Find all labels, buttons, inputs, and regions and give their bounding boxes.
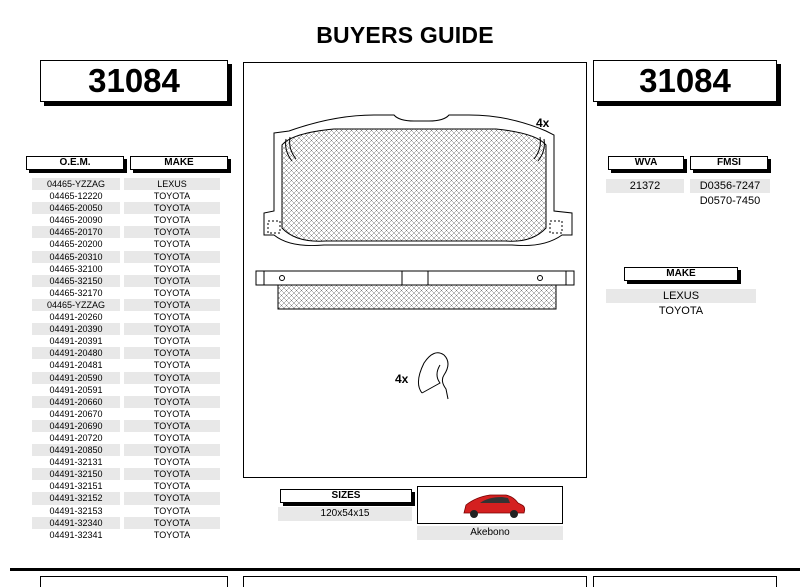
oem-number: 04465-32150: [32, 275, 120, 287]
table-row: [32, 468, 220, 480]
oem-make: TOYOTA: [153, 408, 191, 419]
oem-make: TOYOTA: [153, 263, 191, 274]
table-row: [32, 323, 220, 335]
car-image: [418, 487, 562, 523]
oem-make: TOYOTA: [153, 384, 191, 395]
oem-number: 04491-20850: [32, 444, 120, 456]
oem-number: 04491-32151: [49, 481, 103, 492]
oem-make: TOYOTA: [153, 505, 191, 516]
table-row: [32, 335, 220, 347]
oem-number: 04465-32100: [49, 263, 103, 274]
table-row: [32, 432, 220, 444]
table-row: [32, 456, 220, 468]
oem-number: 04491-20260: [49, 312, 103, 323]
oem-number: 04491-20591: [49, 384, 103, 395]
wva-header: WVA: [608, 156, 684, 170]
oem-number: 04465-20170: [32, 226, 120, 238]
spring-clip: [418, 353, 448, 399]
oem-number: 04465-20200: [49, 239, 103, 250]
oem-make: TOYOTA: [124, 372, 220, 384]
table-row: [32, 190, 220, 202]
page-title: BUYERS GUIDE: [316, 22, 494, 48]
table-row: [32, 396, 220, 408]
table-row: [32, 517, 220, 529]
table-row: [32, 251, 220, 263]
part-number-left: 31084: [40, 60, 228, 102]
table-row: [32, 178, 220, 190]
bottom-box-right: [593, 576, 777, 587]
fmsi-header: FMSI: [690, 156, 768, 170]
bottom-box-left: [40, 576, 228, 587]
sizes-header: SIZES: [280, 489, 412, 503]
oem-make: TOYOTA: [124, 275, 220, 287]
oem-make: TOYOTA: [153, 336, 191, 347]
table-row: [32, 529, 220, 541]
table-row: [32, 238, 220, 250]
side-plate: [256, 271, 574, 285]
table-row: [32, 480, 220, 492]
oem-number: 04465-20050: [32, 202, 120, 214]
oem-number: 04491-20390: [32, 323, 120, 335]
table-row: [32, 372, 220, 384]
table-row: [32, 384, 220, 396]
make-list-header: MAKE: [624, 267, 738, 281]
oem-make: TOYOTA: [124, 251, 220, 263]
sizes-value: 120x54x15: [278, 507, 412, 521]
oem-number: 04491-32152: [32, 492, 120, 504]
oem-number: 04491-20660: [32, 396, 120, 408]
oem-number: 04491-32341: [49, 529, 103, 540]
table-row: [32, 311, 220, 323]
oem-number: 04465-12220: [49, 191, 103, 202]
oem-make: TOYOTA: [124, 396, 220, 408]
friction-material: [282, 129, 546, 241]
oem-make: TOYOTA: [153, 312, 191, 323]
oem-make: TOYOTA: [124, 420, 220, 432]
oem-number: 04491-20391: [49, 336, 103, 347]
table-row: [32, 214, 220, 226]
oem-number: 04491-32150: [32, 468, 120, 480]
oem-header: O.E.M.: [26, 156, 124, 170]
oem-make: TOYOTA: [153, 457, 191, 468]
make-list-item: TOYOTA: [658, 305, 704, 317]
oem-number: 04491-20720: [49, 432, 103, 443]
table-row: [32, 299, 220, 311]
table-row: [32, 263, 220, 275]
oem-make: TOYOTA: [153, 529, 191, 540]
fmsi-value-1: D0356-7247: [690, 179, 770, 193]
oem-make: LEXUS: [124, 178, 220, 190]
oem-number: 04465-YZZAG: [32, 299, 120, 311]
table-row: [32, 347, 220, 359]
oem-number: 04491-20670: [49, 408, 103, 419]
make-list-item: LEXUS: [606, 289, 756, 303]
fmsi-value-2: D0570-7450: [699, 195, 761, 207]
oem-make: TOYOTA: [153, 481, 191, 492]
oem-number: 04491-32340: [32, 517, 120, 529]
qty-clip-label: 4x: [395, 372, 409, 386]
oem-make: TOYOTA: [124, 226, 220, 238]
part-number-right: 31084: [593, 60, 777, 102]
table-row: [32, 359, 220, 371]
oem-make: TOYOTA: [153, 432, 191, 443]
oem-make: TOYOTA: [124, 517, 220, 529]
table-row: [32, 275, 220, 287]
bottom-box-center: [243, 576, 587, 587]
oem-make: TOYOTA: [124, 347, 220, 359]
oem-number: 04491-20590: [32, 372, 120, 384]
oem-number: 04491-20480: [32, 347, 120, 359]
oem-make: TOYOTA: [124, 444, 220, 456]
oem-make: TOYOTA: [153, 191, 191, 202]
brand-caption: Akebono: [417, 526, 563, 540]
oem-number: 04491-20690: [32, 420, 120, 432]
oem-make: TOYOTA: [153, 287, 191, 298]
brand-image-box: [417, 486, 563, 524]
oem-make: TOYOTA: [124, 299, 220, 311]
oem-number: 04465-20310: [32, 251, 120, 263]
oem-make: TOYOTA: [124, 202, 220, 214]
oem-number: 04491-20481: [49, 360, 103, 371]
table-row: [32, 287, 220, 299]
oem-make: TOYOTA: [153, 215, 191, 226]
table-row: [32, 202, 220, 214]
oem-table: [32, 178, 220, 541]
brake-pad-drawing: [243, 62, 587, 478]
make-header: MAKE: [130, 156, 228, 170]
oem-make: TOYOTA: [124, 492, 220, 504]
table-row: [32, 226, 220, 238]
table-row: [32, 444, 220, 456]
table-row: [32, 505, 220, 517]
table-row: [32, 408, 220, 420]
wva-value: 21372: [606, 179, 684, 193]
oem-make: TOYOTA: [124, 468, 220, 480]
oem-make: TOYOTA: [153, 239, 191, 250]
table-row: [32, 492, 220, 504]
oem-make: TOYOTA: [153, 360, 191, 371]
brake-pad-diagram: [244, 63, 586, 477]
oem-number: 04491-32131: [49, 457, 103, 468]
oem-make: TOYOTA: [124, 323, 220, 335]
bottom-rule: [10, 568, 800, 571]
oem-number: 04465-20090: [49, 215, 103, 226]
oem-number: 04465-YZZAG: [32, 178, 120, 190]
oem-number: 04465-32170: [49, 287, 103, 298]
qty-top-label: 4x: [536, 116, 550, 130]
side-friction: [278, 285, 556, 309]
table-row: [32, 420, 220, 432]
oem-number: 04491-32153: [49, 505, 103, 516]
